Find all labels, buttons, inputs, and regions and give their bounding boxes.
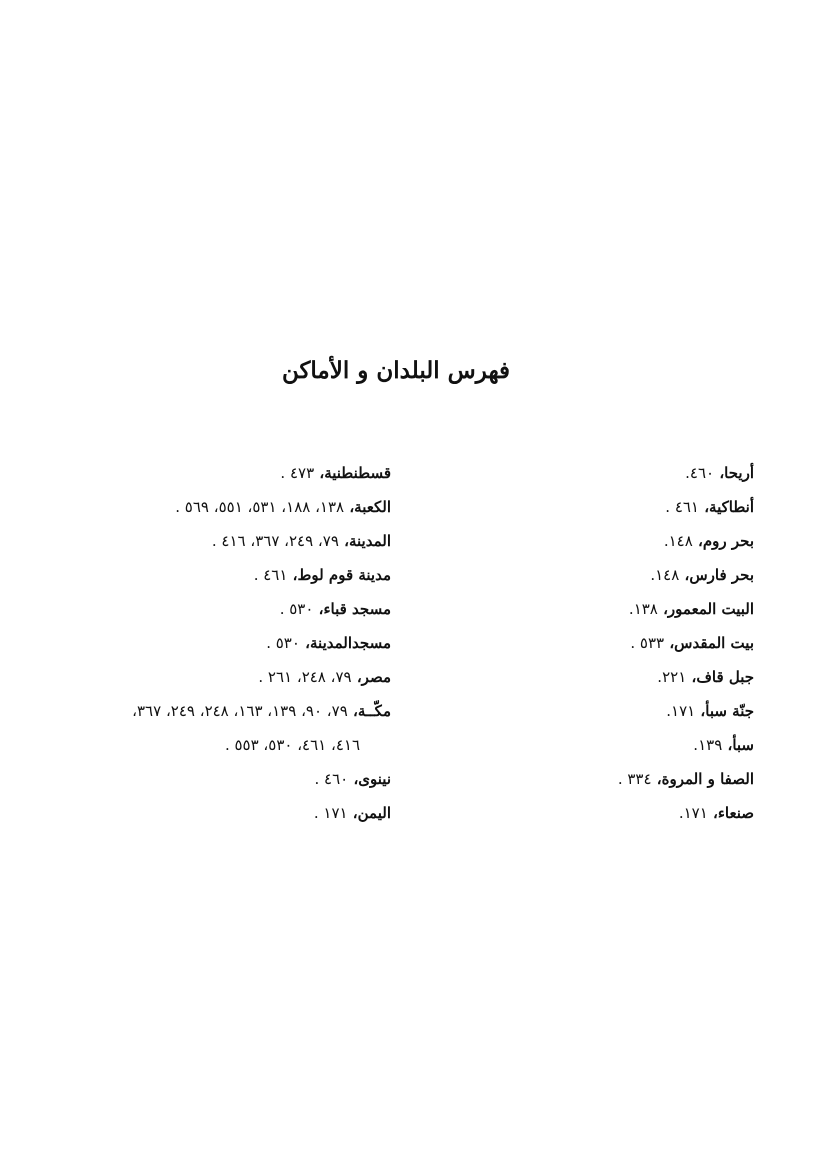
page-references: ٤٦١ . — [253, 566, 288, 584]
place-name: مسجدالمدينة، — [305, 634, 391, 652]
index-entry — [494, 524, 754, 558]
index-entry — [11, 796, 391, 830]
index-entry — [11, 592, 391, 626]
page-references: ٥٣٠ . — [266, 634, 300, 652]
index-entry — [494, 592, 754, 626]
place-name: الصفا و المروة، — [656, 770, 754, 788]
place-name: مسجد قباء، — [318, 600, 391, 618]
place-name: مصر، — [356, 668, 391, 686]
page-references: ١٧١. — [678, 804, 708, 822]
index-entry — [11, 524, 391, 558]
page-references: ١٣٩. — [693, 736, 723, 754]
index-entry — [11, 490, 391, 524]
place-name: قسطنطنية، — [319, 464, 391, 482]
index-entry — [494, 626, 754, 660]
page-references: ٥٣٣ . — [630, 634, 665, 652]
index-entry — [494, 762, 754, 796]
page-references: ٤٦٠ . — [314, 770, 349, 788]
index-column-right — [494, 456, 754, 830]
page-references: ١٣٨، ١٨٨، ٥٣١، ٥٥١، ٥٦٩ . — [175, 498, 345, 516]
place-name: الكعبة، — [349, 498, 391, 516]
place-name: بحر روم، — [698, 532, 754, 550]
page-references: ٤٦٠. — [685, 464, 715, 482]
page-title: فهرس البلدان و الأماكن — [281, 357, 511, 385]
place-name: مكّــة، — [353, 702, 391, 720]
index-entry — [494, 490, 754, 524]
page-references: ٢٢١. — [657, 668, 687, 686]
index-entry — [494, 660, 754, 694]
page-references: ١٤٨. — [650, 566, 680, 584]
index-entry — [494, 558, 754, 592]
page-references: ٧٩، ٢٤٨، ٢٦١ . — [258, 668, 352, 686]
index-entry-continuation — [11, 728, 391, 762]
page-references: ٥٣٠ . — [279, 600, 314, 618]
index-entry — [11, 626, 391, 660]
page-references: ٣٣٤ . — [617, 770, 652, 788]
page-references: ٧٩، ٩٠، ١٣٩، ١٦٣، ٢٤٨، ٢٤٩، ٣٦٧، — [132, 702, 348, 720]
page-references: ٤٦١ . — [665, 498, 699, 516]
place-name: جبل قاف، — [691, 668, 754, 686]
index-entry — [494, 456, 754, 490]
page-references: ١٣٨. — [628, 600, 658, 618]
index-entry — [494, 694, 754, 728]
page-references: ١٧١. — [666, 702, 696, 720]
page-references: ١٧١ . — [313, 804, 348, 822]
place-name: مدينة قوم لوط، — [292, 566, 391, 584]
page-references: ١٤٨. — [663, 532, 693, 550]
page-references: ٤١٦، ٤٦١، ٥٣٠، ٥٥٣ . — [224, 736, 360, 754]
index-entry — [11, 694, 391, 728]
index-entry — [11, 558, 391, 592]
place-name: اليمن، — [352, 804, 391, 822]
index-entry — [11, 456, 391, 490]
place-name: سبأ، — [727, 736, 754, 754]
place-name: أنطاكية، — [704, 498, 754, 516]
index-entry — [494, 728, 754, 762]
place-name: بيت المقدس، — [669, 634, 754, 652]
page-references: ٧٩، ٢٤٩، ٣٦٧، ٤١٦ . — [211, 532, 339, 550]
place-name: بحر فارس، — [684, 566, 754, 584]
index-entry — [494, 796, 754, 830]
place-name: البيت المعمور، — [663, 600, 754, 618]
place-name: نينوى، — [353, 770, 391, 788]
index-column-left — [11, 456, 391, 830]
index-entry — [11, 762, 391, 796]
index-entry — [11, 660, 391, 694]
place-name: جنّة سبأ، — [700, 702, 754, 720]
page-references: ٤٧٣ . — [280, 464, 315, 482]
place-name: المدينة، — [344, 532, 391, 550]
place-name: صنعاء، — [713, 804, 754, 822]
place-name: أريحا، — [719, 464, 754, 482]
